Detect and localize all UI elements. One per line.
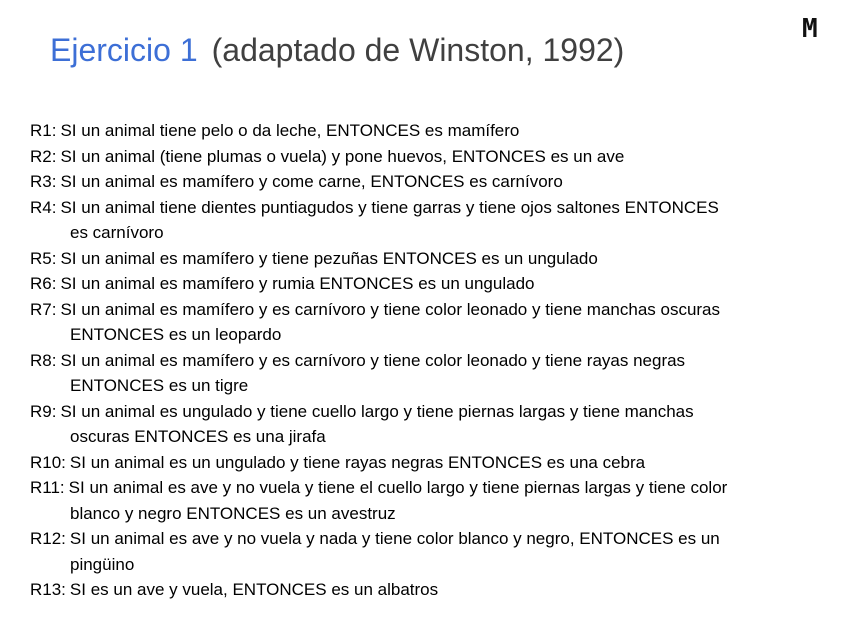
rule-item	[30, 475, 828, 526]
rule-item	[30, 144, 828, 170]
rule-item	[30, 526, 828, 577]
rule-text: SI un animal es ungulado y tiene cuello largo y tiene piernas largas y tiene manchas	[60, 401, 694, 421]
rules-list	[30, 118, 828, 603]
rule-id: R7:	[30, 299, 57, 319]
rule-text: SI un animal es mamífero y es carnívoro y tiene color leonado y tiene manchas oscuras	[60, 299, 721, 319]
rule-text: SI un animal es mamífero y come carne, ENTONCES es carnívoro	[60, 172, 563, 191]
rule-text: SI un animal es mamífero y es carnívoro y tiene color leonado y tiene rayas negras	[60, 350, 686, 370]
rule-text-continuation: es carnívoro	[70, 223, 164, 242]
rule-text-continuation: ENTONCES es un tigre	[70, 376, 249, 395]
rule-item	[30, 195, 828, 246]
rule-id: R5:	[30, 248, 57, 268]
rule-id: R8:	[30, 350, 57, 370]
rule-id: R6:	[30, 274, 57, 293]
rule-item	[30, 577, 828, 603]
rule-item	[30, 450, 828, 476]
rule-id: R3:	[30, 172, 57, 191]
rule-id: R2:	[30, 146, 57, 166]
rule-item	[30, 118, 828, 144]
rule-id: R9:	[30, 401, 57, 421]
rule-text: SI es un ave y vuela, ENTONCES es un albatros	[69, 580, 439, 599]
rule-item	[30, 169, 828, 195]
rule-item	[30, 348, 828, 399]
rule-text-continuation: pingüino	[70, 554, 135, 574]
rule-text: SI un animal es mamífero y rumia ENTONCES es un ungulado	[60, 274, 535, 293]
rule-text-continuation: ENTONCES es un leopardo	[70, 325, 282, 344]
rule-item	[30, 246, 828, 272]
rule-text: SI un animal es ave y no vuela y nada y tiene color blanco y negro, ENTONCES es un	[69, 529, 720, 548]
rule-text: SI un animal es un ungulado y tiene rayas negras ENTONCES es una cebra	[69, 452, 646, 472]
rule-text: SI un animal es mamífero y tiene pezuñas ENTONCES es un ungulado	[60, 248, 598, 268]
title-main: Ejercicio 1	[50, 32, 198, 68]
rule-text: SI un animal (tiene plumas o vuela) y pone huevos, ENTONCES es un ave	[60, 146, 625, 166]
rule-id: R13:	[30, 580, 66, 599]
rule-text-continuation: blanco y negro ENTONCES es un avestruz	[70, 503, 396, 523]
rule-item	[30, 271, 828, 297]
rule-text-continuation: oscuras ENTONCES es una jirafa	[70, 427, 326, 446]
slide-title	[50, 30, 624, 70]
rule-id: R1:	[30, 121, 57, 140]
rule-text: SI un animal es ave y no vuela y tiene el cuello largo y tiene piernas largas y tiene color	[68, 478, 728, 497]
rule-item	[30, 297, 828, 348]
rule-text: SI un animal tiene dientes puntiagudos y tiene garras y tiene ojos saltones ENTONCES	[60, 197, 719, 217]
rule-text: SI un animal tiene pelo o da leche, ENTONCES es mamífero	[60, 121, 520, 140]
title-subtitle: (adaptado de Winston, 1992)	[211, 32, 625, 68]
rule-id: R11:	[30, 478, 65, 497]
rule-item	[30, 399, 828, 450]
rule-id: R4:	[30, 197, 57, 217]
corner-mark: M	[802, 14, 818, 44]
rule-id: R12:	[30, 529, 66, 548]
rule-id: R10:	[30, 452, 66, 472]
